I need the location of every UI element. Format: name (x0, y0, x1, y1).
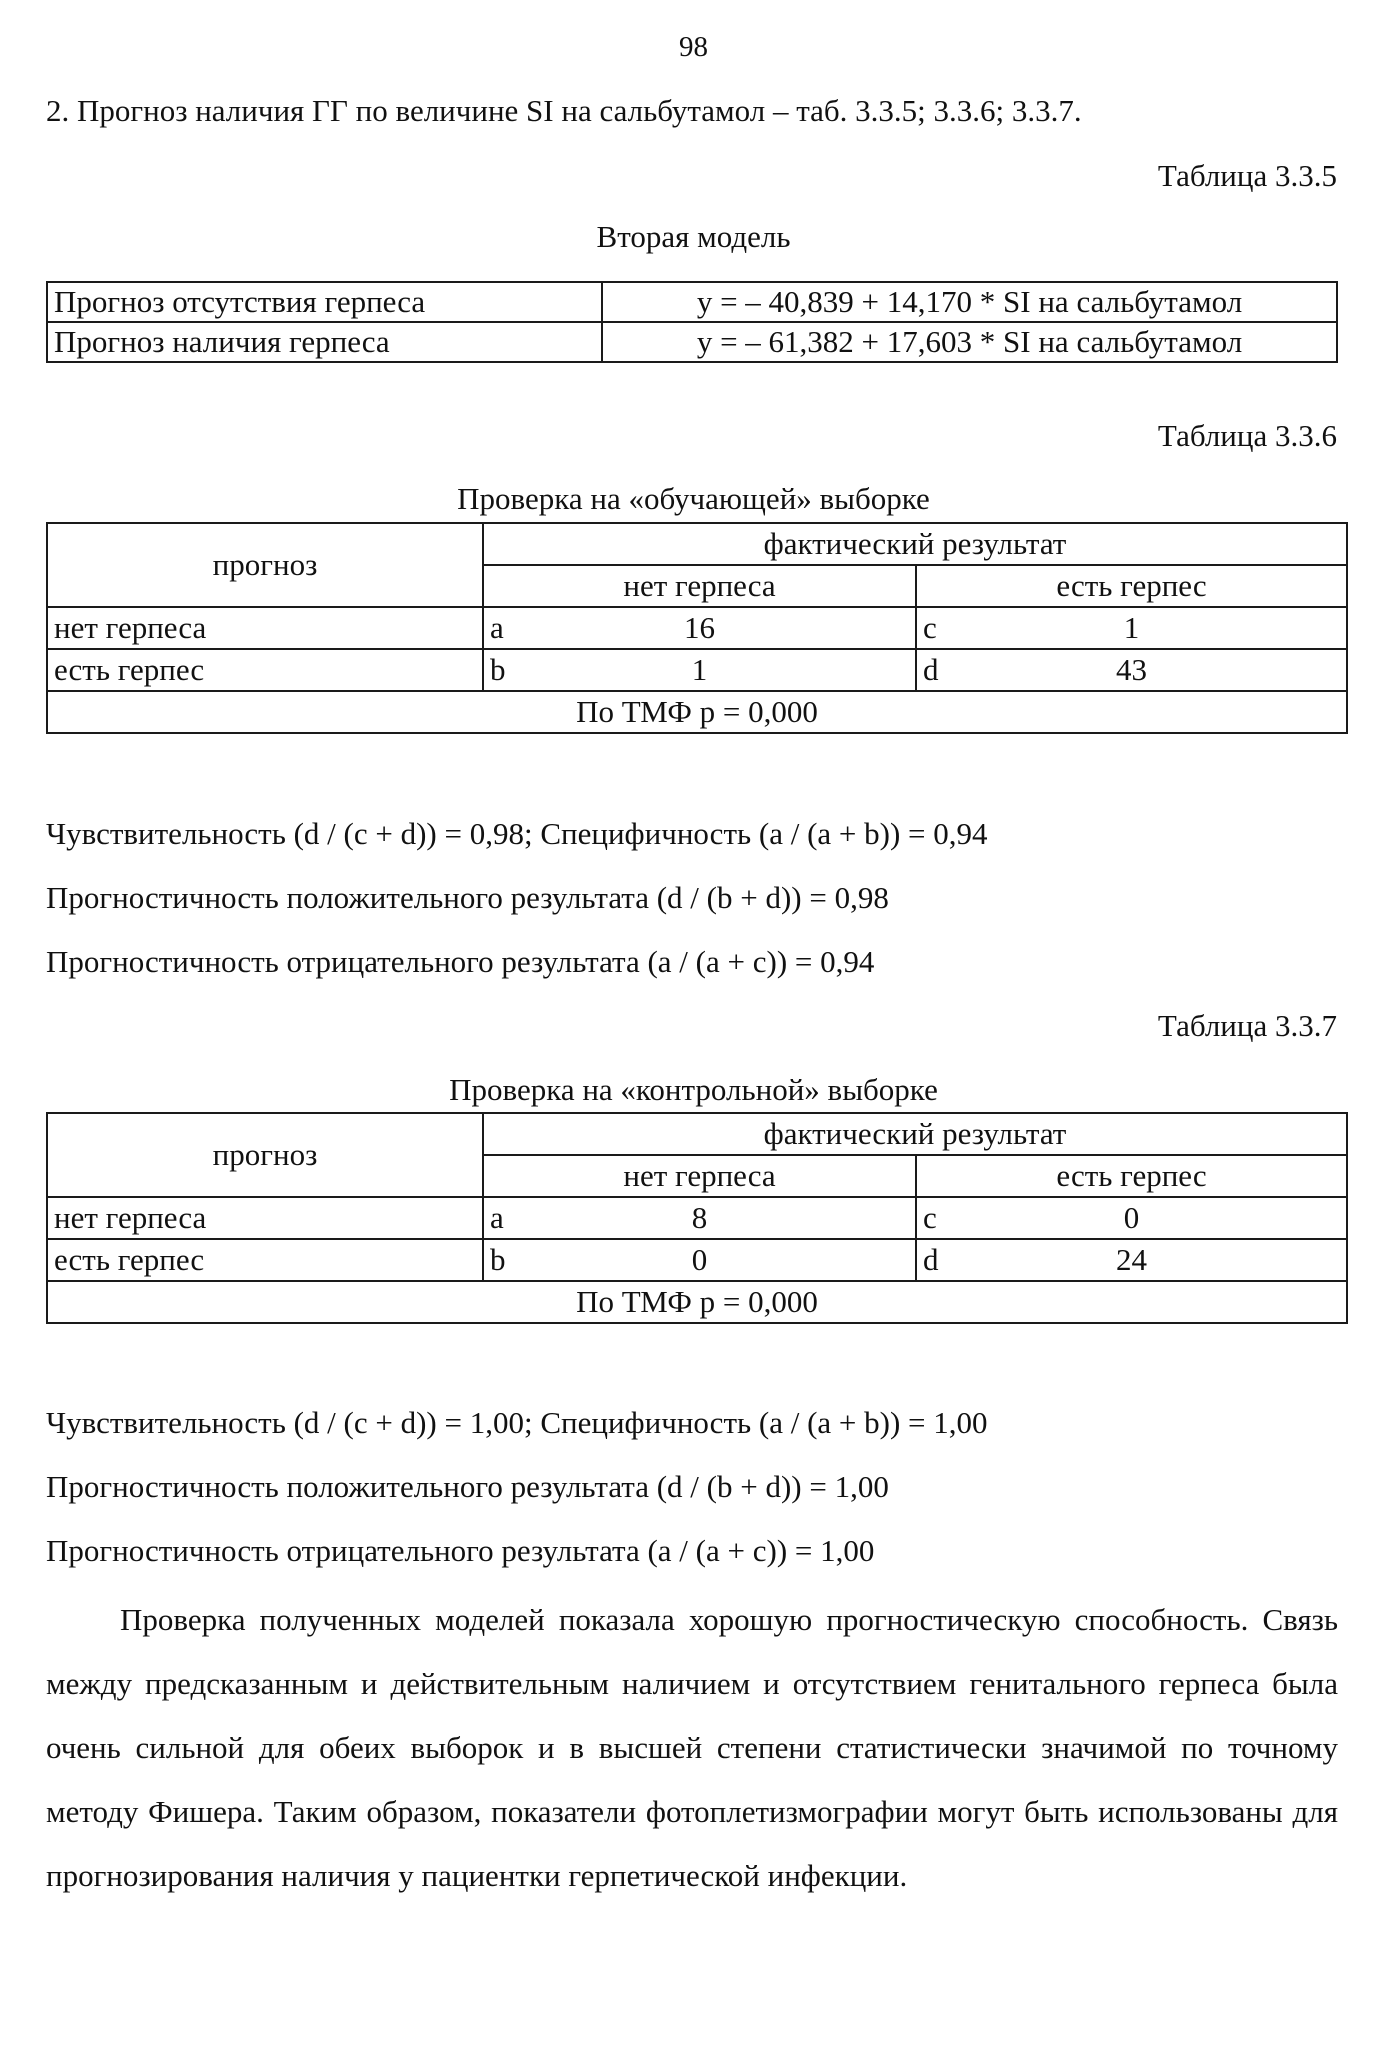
table-336-caption: Таблица 3.3.6 (1157, 418, 1337, 453)
cell-d (916, 1239, 1347, 1281)
model-row-formula: y = – 40,839 + 14,170 * SI на сальбутамол (602, 282, 1337, 322)
cell-d (916, 649, 1347, 691)
row-label: есть герпес (47, 1239, 483, 1281)
table-row (47, 523, 1347, 565)
col-no-herpes: нет герпеса (483, 1155, 916, 1197)
model-row-formula: y = – 61,382 + 17,603 * SI на сальбутамол (602, 322, 1337, 362)
table-336-title: Проверка на «обучающей» выборке (457, 481, 930, 516)
header-prognoz: прогноз (47, 523, 483, 607)
table-row (47, 649, 1347, 691)
col-yes-herpes: есть герпес (916, 1155, 1347, 1197)
header-prognoz: прогноз (47, 1113, 483, 1197)
fisher-footer: По ТМФ р = 0,000 (47, 691, 1347, 733)
cell-value: 1 (1123, 610, 1140, 645)
cell-value: 0 (1123, 1200, 1140, 1235)
table-row (47, 1239, 1347, 1281)
model-row-label: Прогноз наличия герпеса (47, 322, 602, 362)
conclusion-paragraph: Проверка полученных моделей показала хорошую прогностическую способность. Связь между предсказанным и действительным наличием и отсутствием генитального герпеса была очень сильной для обеих выборок и в высшей степени статистически значимой по точному методу Фишера. Таким образом, показатели фотоплетизмографии могут быть использованы для прогнозирования наличия у пациентки герпетической инфекции. (46, 1602, 1338, 1893)
cell-letter: c (923, 1200, 937, 1235)
cell-value: 8 (691, 1200, 708, 1235)
cell-letter: b (490, 1242, 506, 1277)
table-row (47, 1113, 1347, 1155)
col-yes-herpes: есть герпес (916, 565, 1347, 607)
cell-value: 16 (684, 610, 715, 645)
cell-a (483, 607, 916, 649)
table-row (47, 282, 1337, 322)
cell-letter: d (923, 1242, 939, 1277)
table-337-caption: Таблица 3.3.7 (1157, 1008, 1337, 1043)
cell-value: 24 (1116, 1242, 1147, 1277)
cell-a (483, 1197, 916, 1239)
cell-value: 43 (1116, 652, 1147, 687)
row-label: нет герпеса (47, 607, 483, 649)
stats-line: Чувствительность (d / (c + d)) = 0,98; Специфичность (a / (a + b)) = 0,94 (46, 816, 988, 851)
table-335-title: Вторая модель (596, 219, 791, 254)
cell-value: 0 (691, 1242, 708, 1277)
header-actual: фактический результат (483, 523, 1347, 565)
table-335-caption: Таблица 3.3.5 (1157, 158, 1337, 193)
control-table (46, 1112, 1348, 1324)
col-no-herpes: нет герпеса (483, 565, 916, 607)
cell-value: 1 (691, 652, 708, 687)
header-actual: фактический результат (483, 1113, 1347, 1155)
row-label: нет герпеса (47, 1197, 483, 1239)
section-heading: 2. Прогноз наличия ГГ по величине SI на сальбутамол – таб. 3.3.5; 3.3.6; 3.3.7. (46, 93, 1082, 128)
table-row (47, 691, 1347, 733)
table-337-title: Проверка на «контрольной» выборке (449, 1072, 938, 1107)
row-label: есть герпес (47, 649, 483, 691)
cell-letter: c (923, 610, 937, 645)
stats-line: Чувствительность (d / (c + d)) = 1,00; Специфичность (a / (a + b)) = 1,00 (46, 1405, 988, 1440)
page-number: 98 (679, 31, 708, 63)
cell-c (916, 607, 1347, 649)
cell-letter: a (490, 1200, 504, 1235)
cell-letter: b (490, 652, 506, 687)
cell-b (483, 649, 916, 691)
cell-letter: a (490, 610, 504, 645)
stats-line: Прогностичность положительного результата (d / (b + d)) = 0,98 (46, 880, 889, 915)
table-row (47, 322, 1337, 362)
model-row-label: Прогноз отсутствия герпеса (47, 282, 602, 322)
table-row (47, 1281, 1347, 1323)
stats-line: Прогностичность отрицательного результата (a / (a + c)) = 1,00 (46, 1533, 875, 1568)
training-table (46, 522, 1348, 734)
stats-line: Прогностичность положительного результата (d / (b + d)) = 1,00 (46, 1469, 889, 1504)
model-table (46, 281, 1338, 363)
cell-letter: d (923, 652, 939, 687)
table-row (47, 1197, 1347, 1239)
table-row (47, 607, 1347, 649)
cell-b (483, 1239, 916, 1281)
stats-line: Прогностичность отрицательного результата (a / (a + c)) = 0,94 (46, 944, 875, 979)
fisher-footer: По ТМФ р = 0,000 (47, 1281, 1347, 1323)
cell-c (916, 1197, 1347, 1239)
